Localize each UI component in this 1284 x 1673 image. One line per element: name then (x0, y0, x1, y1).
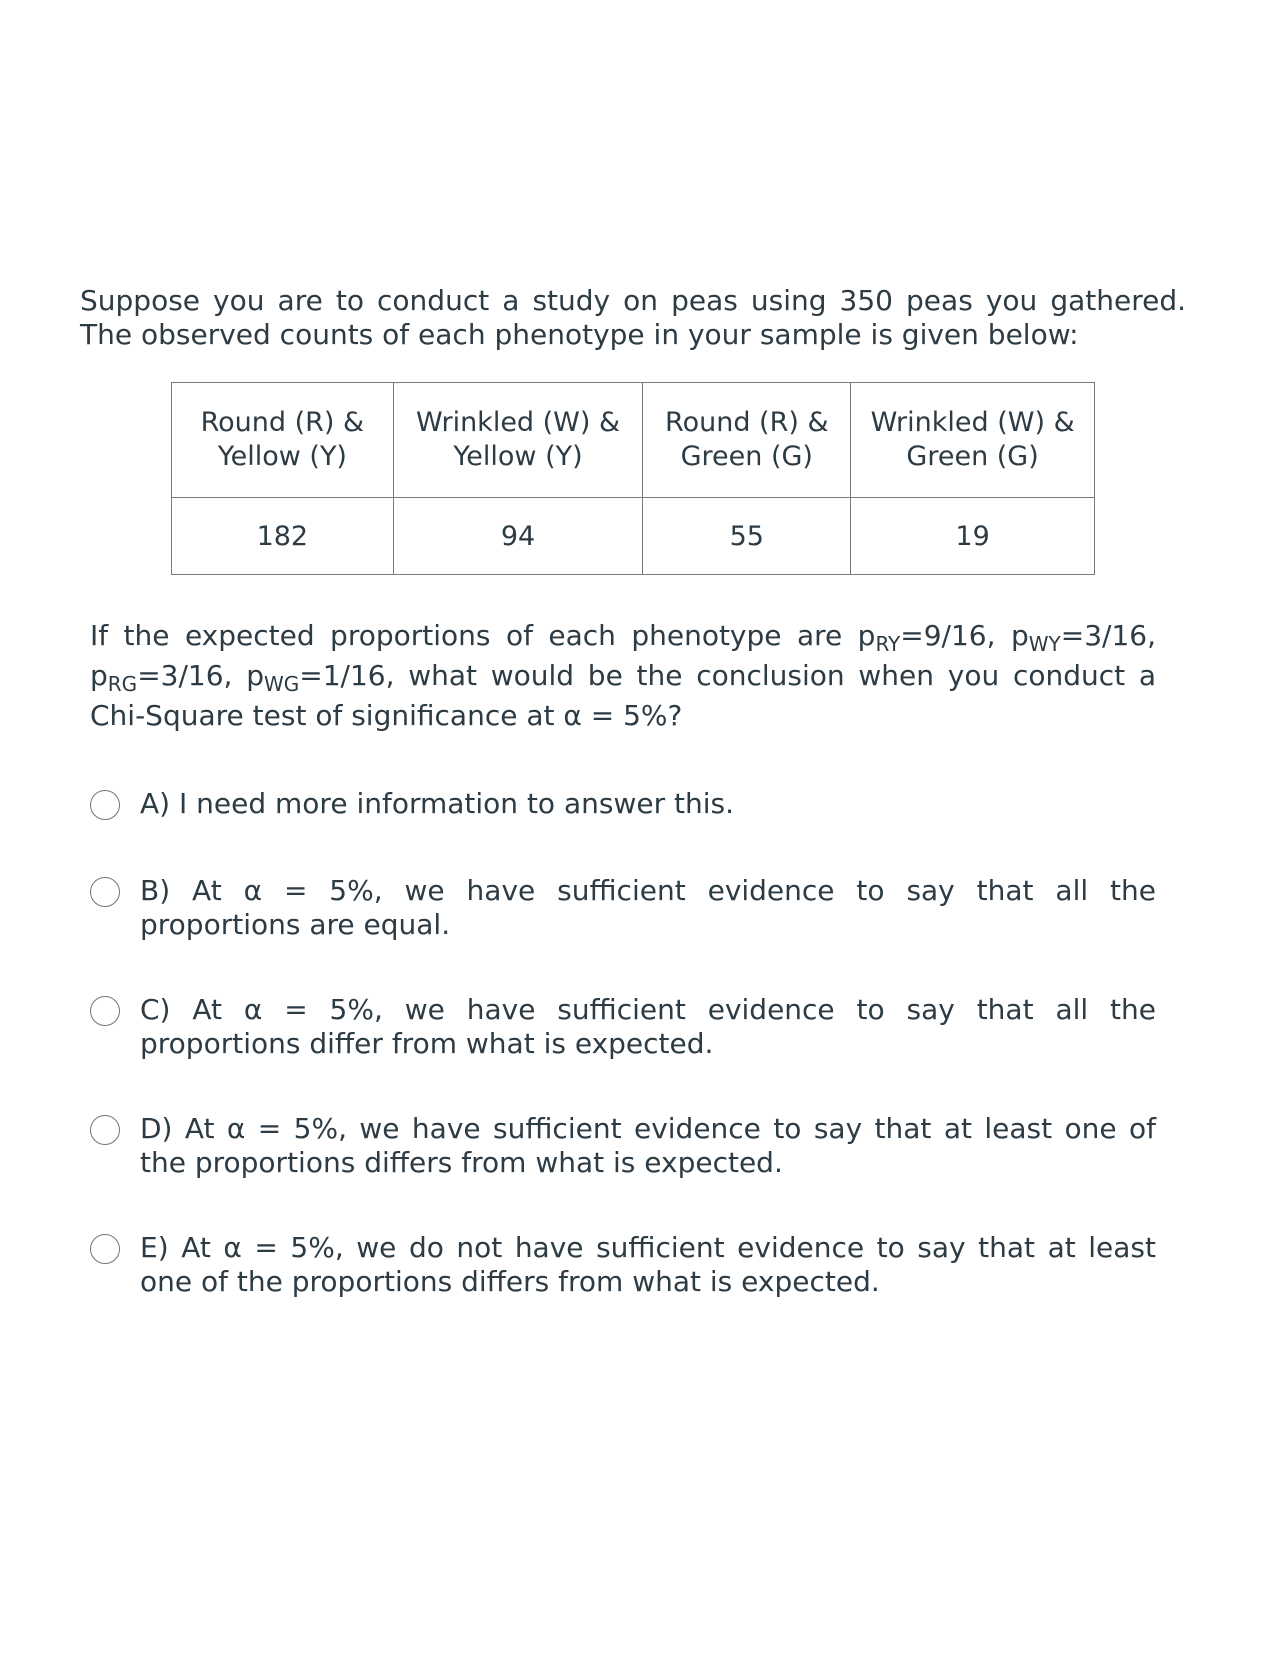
header-line: Green (G) (680, 441, 813, 472)
option-text (140, 1112, 1156, 1180)
header-line: Yellow (Y) (217, 441, 347, 472)
answer-option-e[interactable] (90, 1231, 1156, 1299)
option-letter: C) (140, 993, 171, 1026)
table-header-row (172, 383, 1095, 498)
question-part: p (246, 659, 264, 692)
subscript: RY (875, 632, 901, 656)
answer-option-d[interactable] (90, 1112, 1156, 1180)
option-text (140, 787, 1156, 821)
question-intro: Suppose you are to conduct a study on peas using 350 peas you gathered. The observed counts of each phenotype in your sample is given below: (80, 284, 1186, 351)
radio-button-d[interactable] (90, 1115, 120, 1145)
option-text (140, 1231, 1156, 1299)
header-line: Yellow (Y) (453, 441, 583, 472)
question-part: =9/16, p (900, 619, 1029, 652)
header-round-green (643, 383, 851, 498)
option-letter: A) (140, 787, 171, 820)
count-round-yellow: 182 (172, 498, 394, 575)
option-text (140, 993, 1156, 1061)
header-wrinkled-green (851, 383, 1095, 498)
radio-button-a[interactable] (90, 790, 120, 820)
header-line: Round (R) & (665, 407, 829, 438)
header-wrinkled-yellow (393, 383, 643, 498)
option-label: At α = 5%, we have sufficient evidence to say that all the proportions are equal. (140, 874, 1156, 941)
radio-button-b[interactable] (90, 877, 120, 907)
option-text (140, 874, 1156, 942)
count-round-green: 55 (643, 498, 851, 575)
option-label: At α = 5%, we do not have sufficient evidence to say that at least one of the proportions differs from what is expected. (140, 1231, 1157, 1298)
question-part: =3/16, p (90, 619, 1156, 692)
option-label: At α = 5%, we have sufficient evidence to say that all the proportions differ from what is expected. (140, 993, 1156, 1060)
option-letter: E) (140, 1231, 169, 1264)
header-line: Green (G) (906, 441, 1039, 472)
header-round-yellow (172, 383, 394, 498)
question-text (90, 616, 1156, 736)
phenotype-counts-table (171, 382, 1095, 575)
option-letter: D) (140, 1112, 173, 1145)
radio-button-e[interactable] (90, 1234, 120, 1264)
count-wrinkled-yellow: 94 (393, 498, 643, 575)
subscript: WY (1028, 632, 1061, 656)
radio-button-c[interactable] (90, 996, 120, 1026)
answer-option-b[interactable] (90, 874, 1156, 942)
question-part: If the expected proportions of each phenotype are p (90, 619, 876, 652)
option-label: I need more information to answer this. (178, 787, 734, 820)
count-wrinkled-green: 19 (851, 498, 1095, 575)
header-line: Wrinkled (W) & (870, 407, 1075, 438)
subscript: WG (263, 672, 300, 696)
header-line: Wrinkled (W) & (415, 407, 621, 438)
question-part: =1/16, what would be the conclusion when you conduct a Chi-Square test of significance at α = 5%? (90, 659, 1157, 732)
option-letter: B) (140, 874, 171, 907)
question-part: =3/16, (137, 659, 233, 692)
answer-option-a[interactable] (90, 787, 1156, 821)
subscript: RG (107, 672, 138, 696)
answer-option-c[interactable] (90, 993, 1156, 1061)
header-line: Round (R) & (200, 407, 365, 438)
table-row (172, 498, 1095, 575)
option-label: At α = 5%, we have sufficient evidence to say that at least one of the proportions differs from what is expected. (140, 1112, 1156, 1179)
